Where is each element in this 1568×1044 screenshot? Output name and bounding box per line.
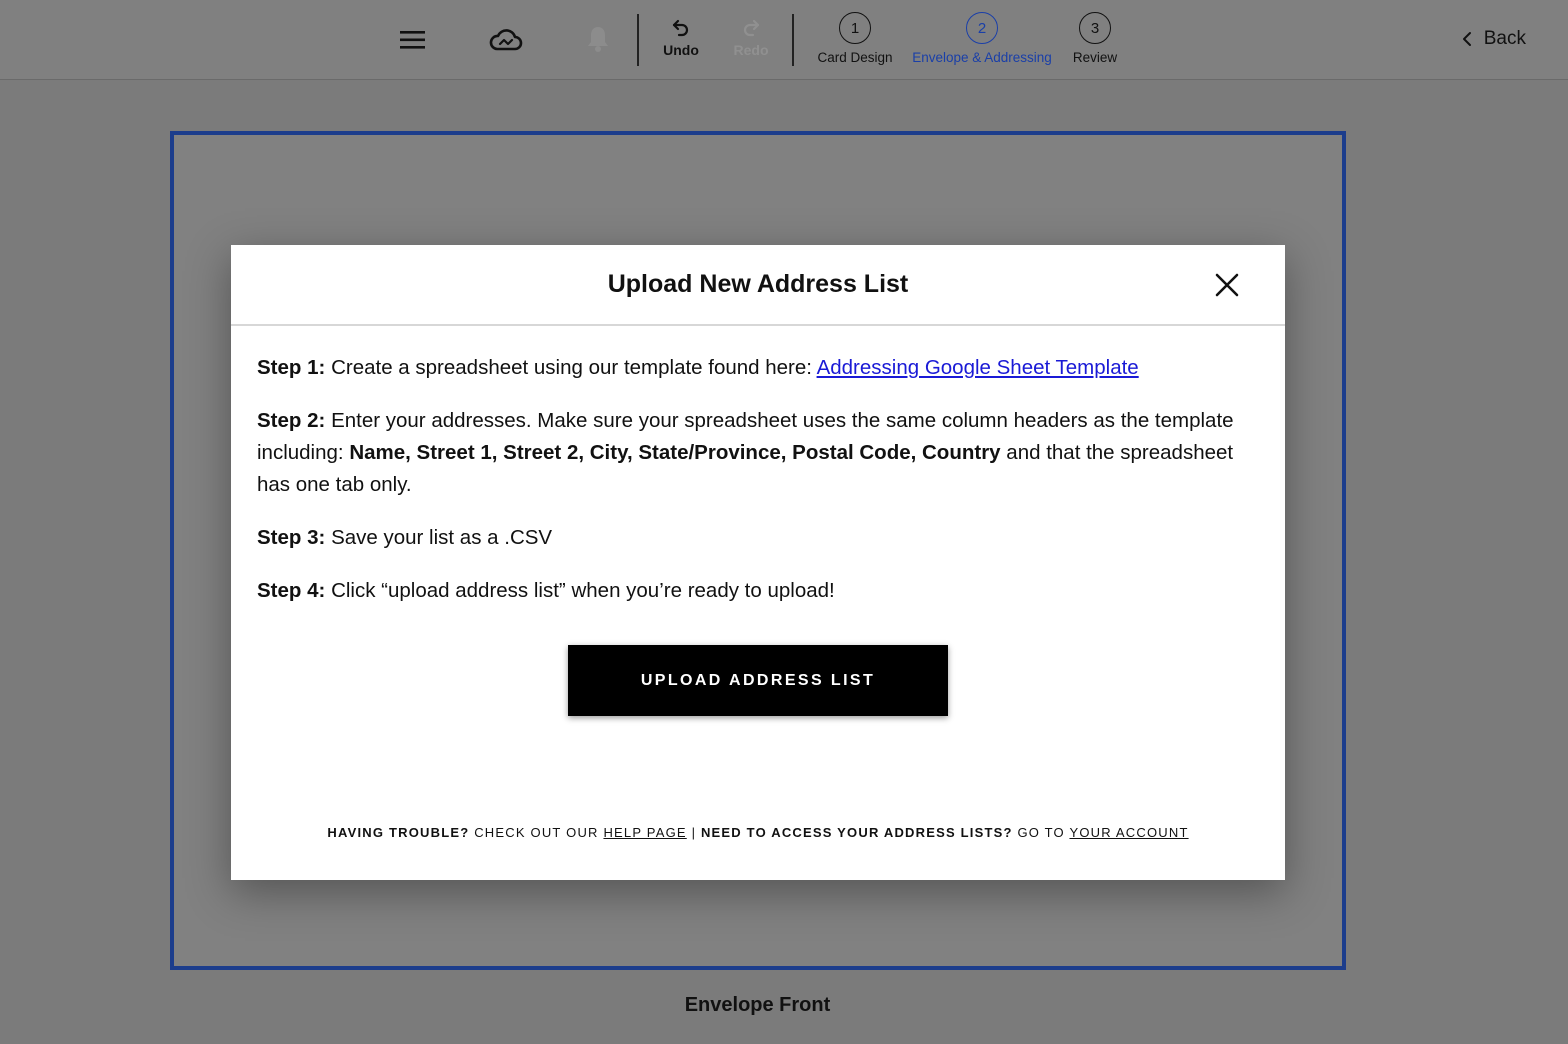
step-1-label: Step 1: [257,356,326,379]
menu-button[interactable] [398,26,428,54]
envelope-caption: Envelope Front [684,994,831,1016]
undo-button[interactable] [660,18,702,58]
step-2-label: Step 2: [257,409,326,432]
redo-icon [741,18,761,38]
cloud-icon [488,26,524,54]
save-cloud-button[interactable] [488,26,524,54]
footer-separator: | [691,825,697,840]
step-label: Card Design [817,50,893,65]
trouble-text: CHECK OUT OUR [474,825,599,840]
step-4-label: Step 4: [257,579,326,602]
access-label: NEED TO ACCESS YOUR ADDRESS LISTS? [700,825,1013,840]
close-icon [1213,271,1241,299]
step-label: Review [1072,50,1118,65]
step-label: Envelope & Addressing [912,50,1052,65]
step-4-instruction [257,575,1259,607]
step-2-instruction [257,405,1259,501]
step-review[interactable] [1064,12,1126,65]
step-3-text: Save your list as a .CSV [331,526,553,549]
redo-label: Redo [733,42,769,58]
toolbar-divider [637,14,639,66]
step-envelope-addressing[interactable] [910,12,1054,65]
redo-button[interactable] [730,18,772,58]
step-2-text-after: and that the spreadsheet has one tab only. [257,441,1234,496]
step-card-design[interactable] [812,12,898,65]
modal-title: Upload New Address List [607,270,909,298]
modal-header [231,245,1285,326]
your-account-link[interactable]: YOUR ACCOUNT [1069,825,1189,840]
modal-footer [231,825,1285,840]
step-number-badge: 1 [839,12,871,44]
step-1-text: Create a spreadsheet using our template found here: [331,356,812,379]
chevron-left-icon [1462,31,1472,47]
step-2-columns: Name, Street 1, Street 2, City, State/Province, Postal Code, Country [349,441,1001,464]
back-label: Back [1483,28,1526,49]
back-button[interactable] [1462,28,1526,50]
hamburger-icon [398,26,428,54]
top-toolbar [0,0,1568,80]
step-3-label: Step 3: [257,526,326,549]
undo-label: Undo [663,42,699,58]
modal-body [231,326,1285,607]
step-number-badge: 3 [1079,12,1111,44]
step-3-instruction [257,522,1259,554]
trouble-label: HAVING TROUBLE? [327,825,470,840]
step-1-instruction [257,352,1259,384]
template-link[interactable]: Addressing Google Sheet Template [816,356,1139,379]
notifications-button[interactable] [584,24,612,54]
toolbar-divider [792,14,794,66]
undo-icon [671,18,691,38]
step-4-text: Click “upload address list” when you’re ready to upload! [331,579,835,602]
bell-icon [584,24,612,54]
upload-address-list-button[interactable]: UPLOAD ADDRESS LIST [568,645,948,716]
upload-address-list-modal [231,245,1285,880]
close-button[interactable] [1213,271,1241,299]
help-page-link[interactable]: HELP PAGE [603,825,687,840]
step-number-badge: 2 [966,12,998,44]
access-text: GO TO [1017,825,1065,840]
step-2-text: Enter your addresses. Make sure your spreadsheet uses the same column headers as the template including: [257,409,1234,464]
